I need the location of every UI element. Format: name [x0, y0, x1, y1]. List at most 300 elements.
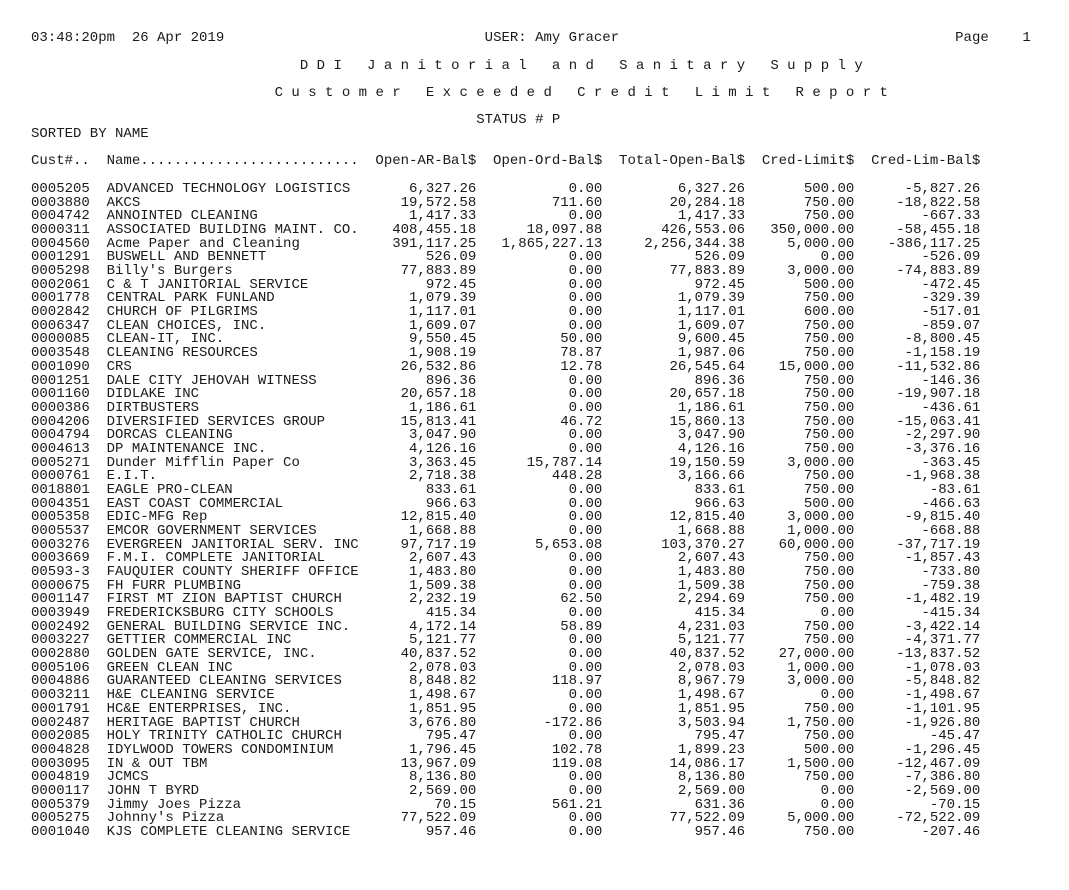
cred-limit: 750.00: [803, 345, 855, 362]
customer-name: CRS: [106, 358, 132, 375]
customer-name: BUSWELL AND BENNETT: [106, 249, 267, 266]
cred-lim-bal: -733.80: [921, 564, 981, 581]
report-timestamp: 03:48:20pm 26 Apr 2019: [31, 30, 225, 46]
cust-number: 0002492: [31, 618, 90, 635]
open-ar-bal: 1,186.61: [409, 399, 477, 416]
customer-name: GREEN CLEAN INC: [106, 659, 233, 676]
cred-lim-bal: -668.88: [921, 523, 981, 539]
total-open-bal: 833.61: [694, 481, 746, 498]
cred-limit: 0.00: [820, 605, 855, 622]
open-ar-bal: 408,455.18: [392, 222, 477, 239]
cred-lim-bal: -12,467.09: [896, 755, 981, 772]
open-ord-bal: 0.00: [568, 276, 603, 293]
open-ar-bal: 19,572.58: [400, 194, 477, 211]
open-ord-bal: 1,865,227.13: [501, 235, 603, 252]
cred-limit: 0.00: [820, 249, 855, 266]
cred-lim-bal: -759.38: [921, 577, 981, 594]
total-open-bal: 3,503.94: [677, 714, 746, 731]
cust-number: 00593-3: [31, 564, 90, 581]
cred-limit: 5,000.00: [787, 810, 855, 827]
cred-lim-bal: -436.61: [921, 399, 981, 416]
cred-lim-bal: -517.01: [921, 304, 981, 321]
open-ord-bal: -172.86: [543, 714, 603, 731]
total-open-bal: 14,086.17: [669, 755, 746, 772]
cust-number: 0001251: [31, 372, 90, 389]
customer-name: GOLDEN GATE SERVICE, INC.: [106, 646, 317, 663]
cred-limit: 750.00: [803, 632, 855, 649]
open-ar-bal: 97,717.19: [400, 536, 477, 553]
cred-limit: 750.00: [803, 468, 855, 485]
cred-limit: 500.00: [803, 741, 855, 758]
cred-limit: 750.00: [803, 481, 855, 498]
total-open-bal: 1,186.61: [677, 399, 746, 416]
customer-name: GENERAL BUILDING SERVICE INC.: [106, 618, 351, 635]
open-ord-bal: 0.00: [568, 399, 603, 416]
open-ar-bal: 1,908.19: [409, 345, 477, 362]
cred-lim-bal: -45.47: [929, 728, 981, 745]
cust-number: 0002061: [31, 276, 90, 293]
cred-limit: 750.00: [803, 317, 855, 334]
customer-name: EAST COAST COMMERCIAL: [106, 495, 284, 512]
cred-lim-bal: -72,522.09: [896, 810, 981, 827]
customer-name: Johnny's Pizza: [106, 810, 225, 827]
open-ord-bal: 0.00: [568, 495, 603, 512]
open-ord-bal: 0.00: [568, 208, 603, 225]
open-ar-bal: 13,967.09: [400, 755, 477, 772]
open-ar-bal: 9,550.45: [409, 331, 477, 348]
cred-limit: 750.00: [803, 769, 855, 786]
open-ord-bal: 78.87: [560, 345, 603, 362]
open-ar-bal: 3,676.80: [409, 714, 477, 731]
open-ar-bal: 1,483.80: [409, 564, 477, 581]
open-ord-bal: 0.00: [568, 440, 603, 457]
open-ar-bal: 966.63: [425, 495, 477, 512]
cred-limit: 750.00: [803, 728, 855, 745]
cred-lim-bal: -3,422.14: [904, 618, 981, 635]
cred-lim-bal: -37,717.19: [896, 536, 981, 553]
open-ord-bal: 0.00: [568, 577, 603, 594]
open-ar-bal: 77,883.89: [400, 263, 477, 280]
cred-lim-bal: -13,837.52: [896, 646, 981, 663]
total-open-bal: 2,607.43: [677, 550, 746, 567]
customer-name: Billy's Burgers: [106, 263, 233, 280]
total-open-bal: 26,545.64: [669, 358, 746, 375]
total-open-bal: 972.45: [694, 276, 746, 293]
total-open-bal: 1,851.95: [677, 700, 746, 717]
cred-limit: 500.00: [803, 276, 855, 293]
open-ar-bal: 40,837.52: [400, 646, 477, 663]
total-open-bal: 415.34: [694, 605, 746, 622]
customer-name: FIRST MT ZION BAPTIST CHURCH: [106, 591, 342, 608]
cust-number: 0000117: [31, 782, 90, 799]
report-rows: [31, 181, 1061, 876]
open-ar-bal: 77,522.09: [400, 810, 477, 827]
open-ar-bal: 5,121.77: [409, 632, 477, 649]
cust-number: 0001778: [31, 290, 90, 307]
credit-limit-report: [31, 0, 1061, 853]
open-ord-bal: 0.00: [568, 317, 603, 334]
customer-name: CLEAN CHOICES, INC.: [106, 317, 267, 334]
cust-number: 0005298: [31, 263, 90, 280]
customer-name: C & T JANITORIAL SERVICE: [106, 276, 309, 293]
cred-limit: 750.00: [803, 700, 855, 717]
cust-number: 0001160: [31, 386, 90, 403]
total-open-bal: 12,815.40: [669, 509, 746, 526]
open-ar-bal: 2,607.43: [409, 550, 477, 567]
cred-limit: 5,000.00: [787, 235, 855, 252]
cust-number: 0003880: [31, 194, 90, 211]
cust-number: 0003095: [31, 755, 90, 772]
cred-lim-bal: -526.09: [921, 249, 981, 266]
open-ar-bal: 957.46: [425, 823, 477, 840]
total-open-bal: 8,967.79: [677, 673, 746, 690]
cust-number: 0000311: [31, 222, 90, 239]
total-open-bal: 6,327.26: [677, 181, 746, 197]
cred-limit: 0.00: [820, 782, 855, 799]
customer-name: EMCOR GOVERNMENT SERVICES: [106, 523, 317, 539]
open-ord-bal: 118.97: [551, 673, 603, 690]
open-ar-bal: 1,668.88: [409, 523, 477, 539]
open-ar-bal: 415.34: [425, 605, 477, 622]
cred-lim-bal: -1,482.19: [904, 591, 981, 608]
total-open-bal: 426,553.06: [661, 222, 746, 239]
open-ord-bal: 0.00: [568, 263, 603, 280]
total-open-bal: 1,668.88: [677, 523, 746, 539]
cred-lim-bal: -8,800.45: [904, 331, 981, 348]
cust-number: 0000386: [31, 399, 90, 416]
open-ar-bal: 391,117.25: [392, 235, 477, 252]
open-ar-bal: 2,718.38: [409, 468, 477, 485]
customer-name: DORCAS CLEANING: [106, 427, 233, 444]
total-open-bal: 15,860.13: [669, 413, 746, 430]
total-open-bal: 20,657.18: [669, 386, 746, 403]
sort-order: SORTED BY NAME: [31, 126, 149, 142]
customer-name: ASSOCIATED BUILDING MAINT. CO.: [106, 222, 359, 239]
open-ar-bal: 1,796.45: [409, 741, 477, 758]
cust-number: 0005271: [31, 454, 90, 471]
cust-number: 0001791: [31, 700, 90, 717]
cust-number: 0004206: [31, 413, 90, 430]
cust-number: 0003949: [31, 605, 90, 622]
report-title: Customer Exceeded Credit Limit Report: [274, 85, 897, 101]
open-ord-bal: 448.28: [551, 468, 603, 485]
cust-number: 0001040: [31, 823, 90, 840]
cred-lim-bal: -207.46: [921, 823, 981, 840]
cust-number: 0005379: [31, 796, 90, 813]
open-ord-bal: 0.00: [568, 769, 603, 786]
col-header-cred-limit: Cred-Limit$: [761, 153, 855, 169]
customer-name: DP MAINTENANCE INC.: [106, 440, 267, 457]
open-ar-bal: 26,532.86: [400, 358, 477, 375]
open-ar-bal: 1,498.67: [409, 687, 477, 704]
open-ord-bal: 0.00: [568, 728, 603, 745]
open-ord-bal: 102.78: [551, 741, 603, 758]
col-header-open-ord: Open-Ord-Bal$: [493, 153, 603, 169]
open-ord-bal: 561.21: [551, 796, 603, 813]
open-ord-bal: 46.72: [560, 413, 603, 430]
open-ar-bal: 6,327.26: [409, 181, 477, 197]
open-ord-bal: 0.00: [568, 509, 603, 526]
open-ord-bal: 0.00: [568, 700, 603, 717]
customer-name: DALE CITY JEHOVAH WITNESS: [106, 372, 317, 389]
cust-number: 0004613: [31, 440, 90, 457]
customer-name: Acme Paper and Cleaning: [106, 235, 300, 252]
total-open-bal: 9,600.45: [677, 331, 746, 348]
open-ord-bal: 5,653.08: [535, 536, 603, 553]
cred-limit: 1,750.00: [787, 714, 855, 731]
cust-number: 0004351: [31, 495, 90, 512]
cred-limit: 750.00: [803, 427, 855, 444]
cred-limit: 3,000.00: [787, 509, 855, 526]
open-ar-bal: 8,848.82: [409, 673, 477, 690]
cust-number: 0003669: [31, 550, 90, 567]
cred-lim-bal: -1,857.43: [904, 550, 981, 567]
cust-number: 0018801: [31, 481, 90, 498]
open-ord-bal: 0.00: [568, 481, 603, 498]
total-open-bal: 966.63: [694, 495, 746, 512]
total-open-bal: 1,079.39: [677, 290, 746, 307]
open-ar-bal: 70.15: [434, 796, 477, 813]
customer-name: DIRTBUSTERS: [106, 399, 200, 416]
total-open-bal: 19,150.59: [669, 454, 746, 471]
customer-name: FH FURR PLUMBING: [106, 577, 242, 594]
open-ord-bal: 18,097.88: [526, 222, 603, 239]
open-ord-bal: 0.00: [568, 290, 603, 307]
cred-lim-bal: -7,386.80: [904, 769, 981, 786]
open-ar-bal: 1,417.33: [409, 208, 477, 225]
cred-limit: 750.00: [803, 413, 855, 430]
cust-number: 0003211: [31, 687, 90, 704]
open-ord-bal: 0.00: [568, 632, 603, 649]
cust-number: 0004819: [31, 769, 90, 786]
cust-number: 0000761: [31, 468, 90, 485]
cred-lim-bal: -1,968.38: [904, 468, 981, 485]
customer-name: EDIC-MFG Rep: [106, 509, 208, 526]
cred-lim-bal: -146.36: [921, 372, 981, 389]
cred-limit: 60,000.00: [778, 536, 855, 553]
cred-limit: 750.00: [803, 577, 855, 594]
customer-name: Dunder Mifflin Paper Co: [106, 454, 300, 471]
customer-name: IDYLWOOD TOWERS CONDOMINIUM: [106, 741, 334, 758]
page-indicator: [955, 32, 1031, 46]
total-open-bal: 1,609.07: [677, 317, 746, 334]
cred-lim-bal: -5,848.82: [904, 673, 981, 690]
open-ar-bal: 896.36: [425, 372, 477, 389]
cust-number: 0004828: [31, 741, 90, 758]
total-open-bal: 5,121.77: [677, 632, 746, 649]
open-ar-bal: 972.45: [425, 276, 477, 293]
cust-number: 0003548: [31, 345, 90, 362]
cred-limit: 600.00: [803, 304, 855, 321]
cred-lim-bal: -415.34: [921, 605, 981, 622]
open-ar-bal: 526.09: [425, 249, 477, 266]
customer-name: AKCS: [106, 194, 141, 211]
page-label: Page: [955, 30, 989, 46]
open-ord-bal: 58.89: [560, 618, 603, 635]
customer-name: KJS COMPLETE CLEANING SERVICE: [106, 823, 351, 840]
customer-name: CLEAN-IT, INC.: [106, 331, 225, 348]
open-ord-bal: 62.50: [560, 591, 603, 608]
cred-lim-bal: -4,371.77: [904, 632, 981, 649]
open-ord-bal: 0.00: [568, 249, 603, 266]
cust-number: 0002842: [31, 304, 90, 321]
customer-name: CLEANING RESOURCES: [106, 345, 258, 362]
customer-name: IN & OUT TBM: [106, 755, 208, 772]
cred-lim-bal: -1,158.19: [904, 345, 981, 362]
cred-limit: 350,000.00: [770, 222, 855, 239]
open-ar-bal: 15,813.41: [400, 413, 477, 430]
cred-limit: 15,000.00: [778, 358, 855, 375]
cred-lim-bal: -70.15: [929, 796, 981, 813]
open-ord-bal: 0.00: [568, 523, 603, 539]
cust-number: 0005358: [31, 509, 90, 526]
customer-name: GETTIER COMMERCIAL INC: [106, 632, 292, 649]
cust-number: 0001090: [31, 358, 90, 375]
customer-name: HERITAGE BAPTIST CHURCH: [106, 714, 300, 731]
open-ord-bal: 711.60: [551, 194, 603, 211]
cust-number: 0003227: [31, 632, 90, 649]
open-ord-bal: 0.00: [568, 372, 603, 389]
cred-lim-bal: -667.33: [921, 208, 981, 225]
cred-lim-bal: -1,926.80: [904, 714, 981, 731]
customer-name: E.I.T.: [106, 468, 158, 485]
customer-name: HOLY TRINITY CATHOLIC CHURCH: [106, 728, 342, 745]
cred-lim-bal: -466.63: [921, 495, 981, 512]
cred-limit: 750.00: [803, 823, 855, 840]
open-ord-bal: 0.00: [568, 427, 603, 444]
cred-lim-bal: -11,532.86: [896, 358, 981, 375]
cred-lim-bal: -1,498.67: [904, 687, 981, 704]
total-open-bal: 20,284.18: [669, 194, 746, 211]
cred-lim-bal: -1,078.03: [904, 659, 981, 676]
open-ar-bal: 3,047.90: [409, 427, 477, 444]
page-number: 1: [1022, 30, 1031, 46]
cred-limit: 3,000.00: [787, 263, 855, 280]
col-header-cred-lim-bal: Cred-Lim-Bal$: [871, 153, 981, 169]
cred-lim-bal: -58,455.18: [896, 222, 981, 239]
cred-lim-bal: -15,063.41: [896, 413, 981, 430]
total-open-bal: 2,569.00: [677, 782, 746, 799]
cred-lim-bal: -2,569.00: [904, 782, 981, 799]
customer-name: CENTRAL PARK FUNLAND: [106, 290, 275, 307]
open-ar-bal: 3,363.45: [409, 454, 477, 471]
customer-name: F.M.I. COMPLETE JANITORIAL: [106, 550, 326, 567]
open-ar-bal: 1,851.95: [409, 700, 477, 717]
customer-name: JCMCS: [106, 769, 149, 786]
customer-name: EVERGREEN JANITORIAL SERV. INC: [106, 536, 359, 553]
cust-number: 0005537: [31, 523, 90, 539]
cred-lim-bal: -363.45: [921, 454, 981, 471]
open-ord-bal: 0.00: [568, 304, 603, 321]
open-ar-bal: 4,126.16: [409, 440, 477, 457]
open-ar-bal: 833.61: [425, 481, 477, 498]
open-ord-bal: 12.78: [560, 358, 603, 375]
cred-limit: 750.00: [803, 194, 855, 211]
company-name: DDI Janitorial and Sanitary Supply: [299, 58, 872, 74]
total-open-bal: 526.09: [694, 249, 746, 266]
cust-number: 0004742: [31, 208, 90, 225]
open-ar-bal: 20,657.18: [400, 386, 477, 403]
cred-lim-bal: -859.07: [921, 317, 981, 334]
open-ord-bal: 50.00: [560, 331, 603, 348]
customer-name: FAUQUIER COUNTY SHERIFF OFFICE: [106, 564, 359, 581]
cust-number: 0001147: [31, 591, 90, 608]
col-header-name: Name..........................: [106, 153, 359, 169]
cust-number: 0000675: [31, 577, 90, 594]
cred-limit: 750.00: [803, 290, 855, 307]
open-ord-bal: 0.00: [568, 550, 603, 567]
total-open-bal: 2,078.03: [677, 659, 746, 676]
total-open-bal: 77,522.09: [669, 810, 746, 827]
open-ord-bal: 0.00: [568, 386, 603, 403]
customer-name: ADVANCED TECHNOLOGY LOGISTICS: [106, 181, 351, 197]
customer-name: ANNOINTED CLEANING: [106, 208, 258, 225]
open-ar-bal: 1,509.38: [409, 577, 477, 594]
cred-limit: 3,000.00: [787, 454, 855, 471]
cred-limit: 750.00: [803, 208, 855, 225]
cred-lim-bal: -2,297.90: [904, 427, 981, 444]
cred-limit: 500.00: [803, 181, 855, 197]
cust-number: 0002487: [31, 714, 90, 731]
cred-lim-bal: -5,827.26: [904, 181, 981, 197]
open-ord-bal: 0.00: [568, 687, 603, 704]
cred-limit: 750.00: [803, 564, 855, 581]
cred-lim-bal: -83.61: [929, 481, 981, 498]
column-header-row: [31, 155, 980, 169]
open-ord-bal: 0.00: [568, 605, 603, 622]
cred-limit: 750.00: [803, 331, 855, 348]
table-row: [31, 823, 981, 840]
cred-limit: 1,500.00: [787, 755, 855, 772]
total-open-bal: 1,509.38: [677, 577, 746, 594]
open-ord-bal: 0.00: [568, 810, 603, 827]
cred-limit: 1,000.00: [787, 659, 855, 676]
cred-limit: 0.00: [820, 687, 855, 704]
cust-number: 0006347: [31, 317, 90, 334]
total-open-bal: 795.47: [694, 728, 746, 745]
col-header-total-open: Total-Open-Bal$: [619, 153, 746, 169]
open-ord-bal: 0.00: [568, 659, 603, 676]
total-open-bal: 2,256,344.38: [644, 235, 746, 252]
col-header-open-ar: Open-AR-Bal$: [375, 153, 477, 169]
cred-lim-bal: -1,101.95: [904, 700, 981, 717]
cust-number: 0005106: [31, 659, 90, 676]
total-open-bal: 2,294.69: [677, 591, 746, 608]
cust-number: 0005275: [31, 810, 90, 827]
cust-number: 0001291: [31, 249, 90, 266]
col-header-cust: Cust#..: [31, 153, 90, 169]
status-filter: STATUS # P: [476, 112, 561, 128]
customer-name: DIVERSIFIED SERVICES GROUP: [106, 413, 326, 430]
customer-name: GUARANTEED CLEANING SERVICES: [106, 673, 342, 690]
total-open-bal: 1,987.06: [677, 345, 746, 362]
report-user: USER: Amy Gracer: [484, 30, 620, 46]
customer-name: DIDLAKE INC: [106, 386, 200, 403]
total-open-bal: 1,498.67: [677, 687, 746, 704]
open-ar-bal: 2,569.00: [409, 782, 477, 799]
total-open-bal: 4,231.03: [677, 618, 746, 635]
open-ar-bal: 1,117.01: [409, 304, 477, 321]
open-ar-bal: 1,079.39: [409, 290, 477, 307]
cred-limit: 750.00: [803, 440, 855, 457]
cred-lim-bal: -74,883.89: [896, 263, 981, 280]
open-ord-bal: 0.00: [568, 564, 603, 581]
cred-limit: 750.00: [803, 591, 855, 608]
cred-limit: 750.00: [803, 386, 855, 403]
total-open-bal: 3,166.66: [677, 468, 746, 485]
open-ord-bal: 0.00: [568, 782, 603, 799]
customer-name: Jimmy Joes Pizza: [106, 796, 242, 813]
